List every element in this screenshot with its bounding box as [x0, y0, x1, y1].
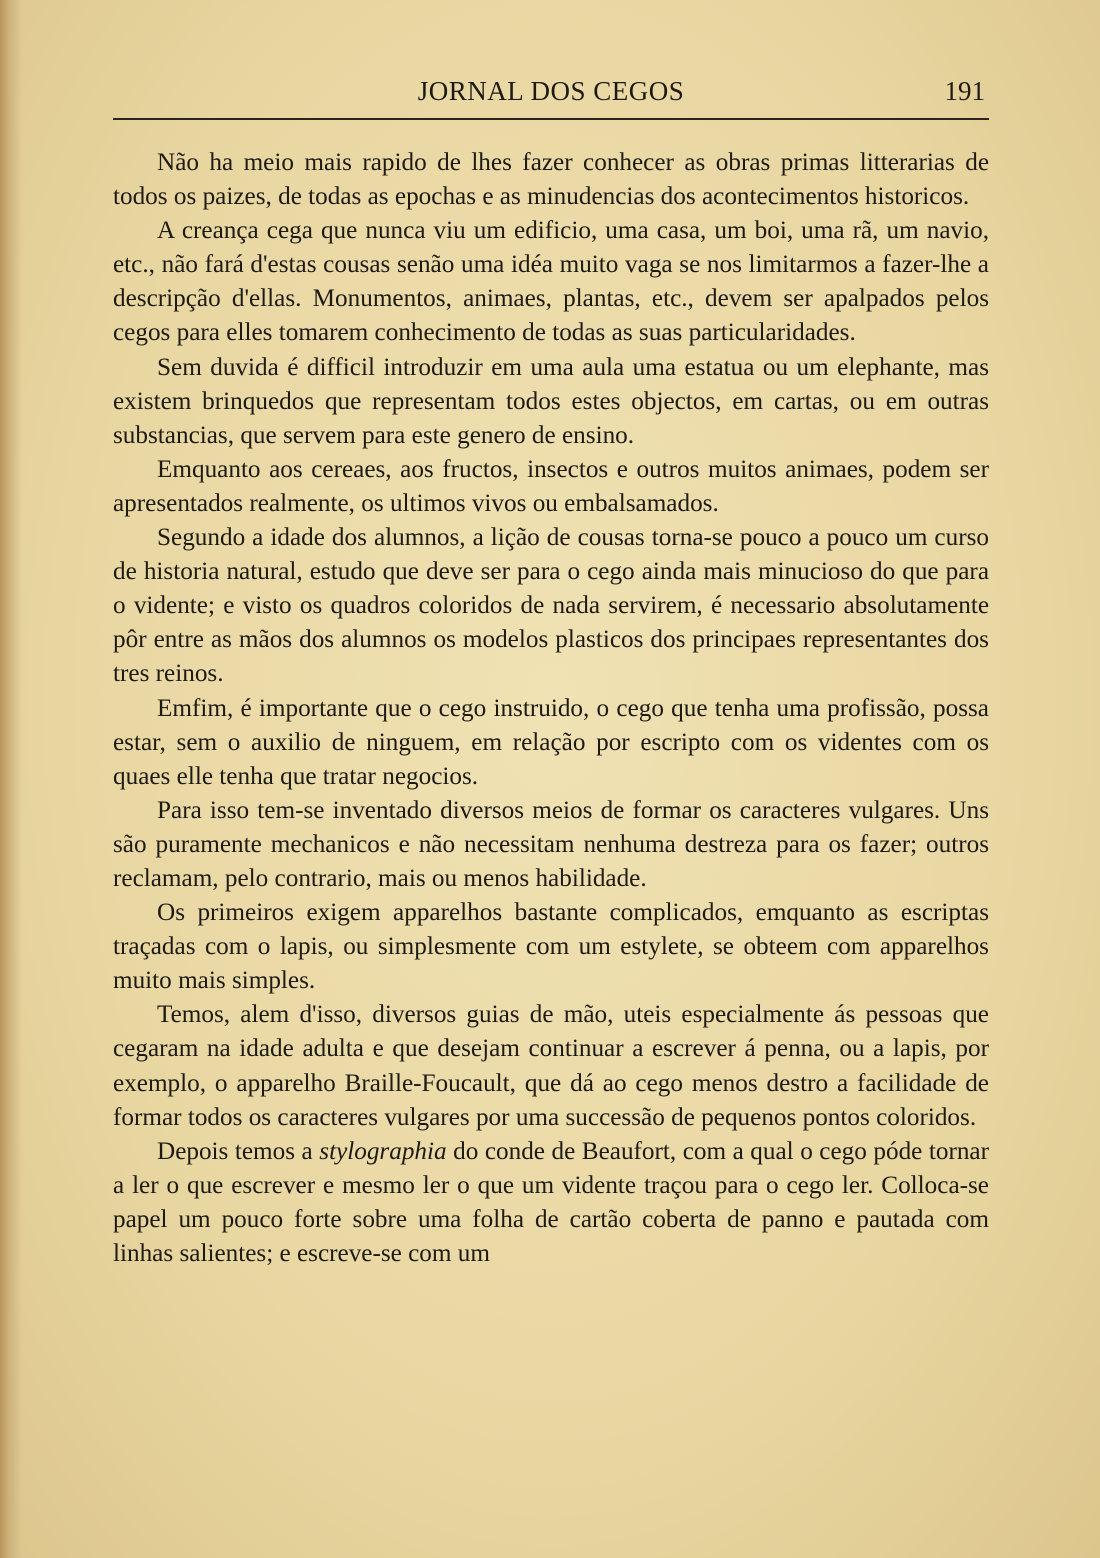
paragraph: Não ha meio mais rapido de lhes fazer conhecer as obras primas litterarias de todos os paizes, de todas as epochas e as minudencias dos acontecimentos historicos.: [113, 149, 989, 211]
header-rule: [113, 118, 989, 120]
paragraph: [113, 1135, 989, 1271]
paragraph: Sem duvida é difficil introduzir em uma aula uma estatua ou um elephante, mas existem brinquedos que representam todos estes objectos, em cartas, ou em outras substancias, que servem para este genero de ensino.: [113, 353, 989, 449]
paragraph: A creança cega que nunca viu um edificio, uma casa, um boi, uma rã, um navio, etc., não fará d'estas cousas senão uma idéa muito vaga se nos limitarmos a fazer-lhe a descripção d'ellas. Monumentos, animaes, plantas, etc., devem ser apalpados pelos cegos para elles tomarem conhecimento de todas as suas particularidades.: [113, 217, 989, 347]
paragraph: Emfim, é importante que o cego instruido, o cego que tenha uma profissão, possa estar, sem o auxilio de ninguem, em relação por escripto com os videntes com os quaes elle tenha que tratar negocios.: [113, 694, 989, 790]
paragraph: Segundo a idade dos alumnos, a lição de cousas torna-se pouco a pouco um curso de historia natural, estudo que deve ser para o cego ainda mais minucioso do que para o vidente; e visto os quadros coloridos de nada servirem, é necessario absolutamente pôr entre as mãos dos alumnos os modelos plasticos dos principaes representantes dos tres reinos.: [113, 524, 989, 688]
paragraph: Para isso tem-se inventado diversos meios de formar os caracteres vulgares. Uns são puramente mechanicos e não necessitam nenhuma destreza para os fazer; outros reclamam, pelo contrario, mais ou menos habilidade.: [113, 796, 989, 892]
running-header: [113, 70, 989, 110]
paragraph: Os primeiros exigem apparelhos bastante complicados, emquanto as escriptas traçadas com o lapis, ou simplesmente com um estylete, se obteem com apparelhos muito mais simples.: [113, 899, 989, 995]
book-page: [113, 70, 989, 1271]
paragraph-text: do conde de Beaufort, com a qual o cego póde tornar a ler o que escrever e mesmo ler o que um vidente traçou para o cego ler. Colloca-se papel um pouco forte sobre uma folha de cartão coberta de panno e pautada com linhas salientes; e escreve-se com um: [113, 1137, 989, 1267]
paragraph: Temos, alem d'isso, diversos guias de mão, uteis especialmente ás pessoas que cegaram na idade adulta e que desejam continuar a escrever á penna, ou a lapis, por exemplo, o apparelho Braille-Foucault, que dá ao cego menos destro a facilidade de formar todos os caracteres vulgares por uma successão de pequenos pontos coloridos.: [113, 1001, 989, 1131]
paragraph-text: Depois temos a: [157, 1137, 320, 1165]
body-text: [113, 146, 989, 1271]
paragraph: Emquanto aos cereaes, aos fructos, insectos e outros muitos animaes, podem ser apresentados realmente, os ultimos vivos ou embalsamados.: [113, 455, 989, 517]
italic-term: stylographia: [319, 1137, 447, 1165]
page-number: 191: [944, 76, 985, 106]
running-title: JORNAL DOS CEGOS: [417, 76, 685, 106]
page-edge-shadow: [0, 0, 22, 1558]
